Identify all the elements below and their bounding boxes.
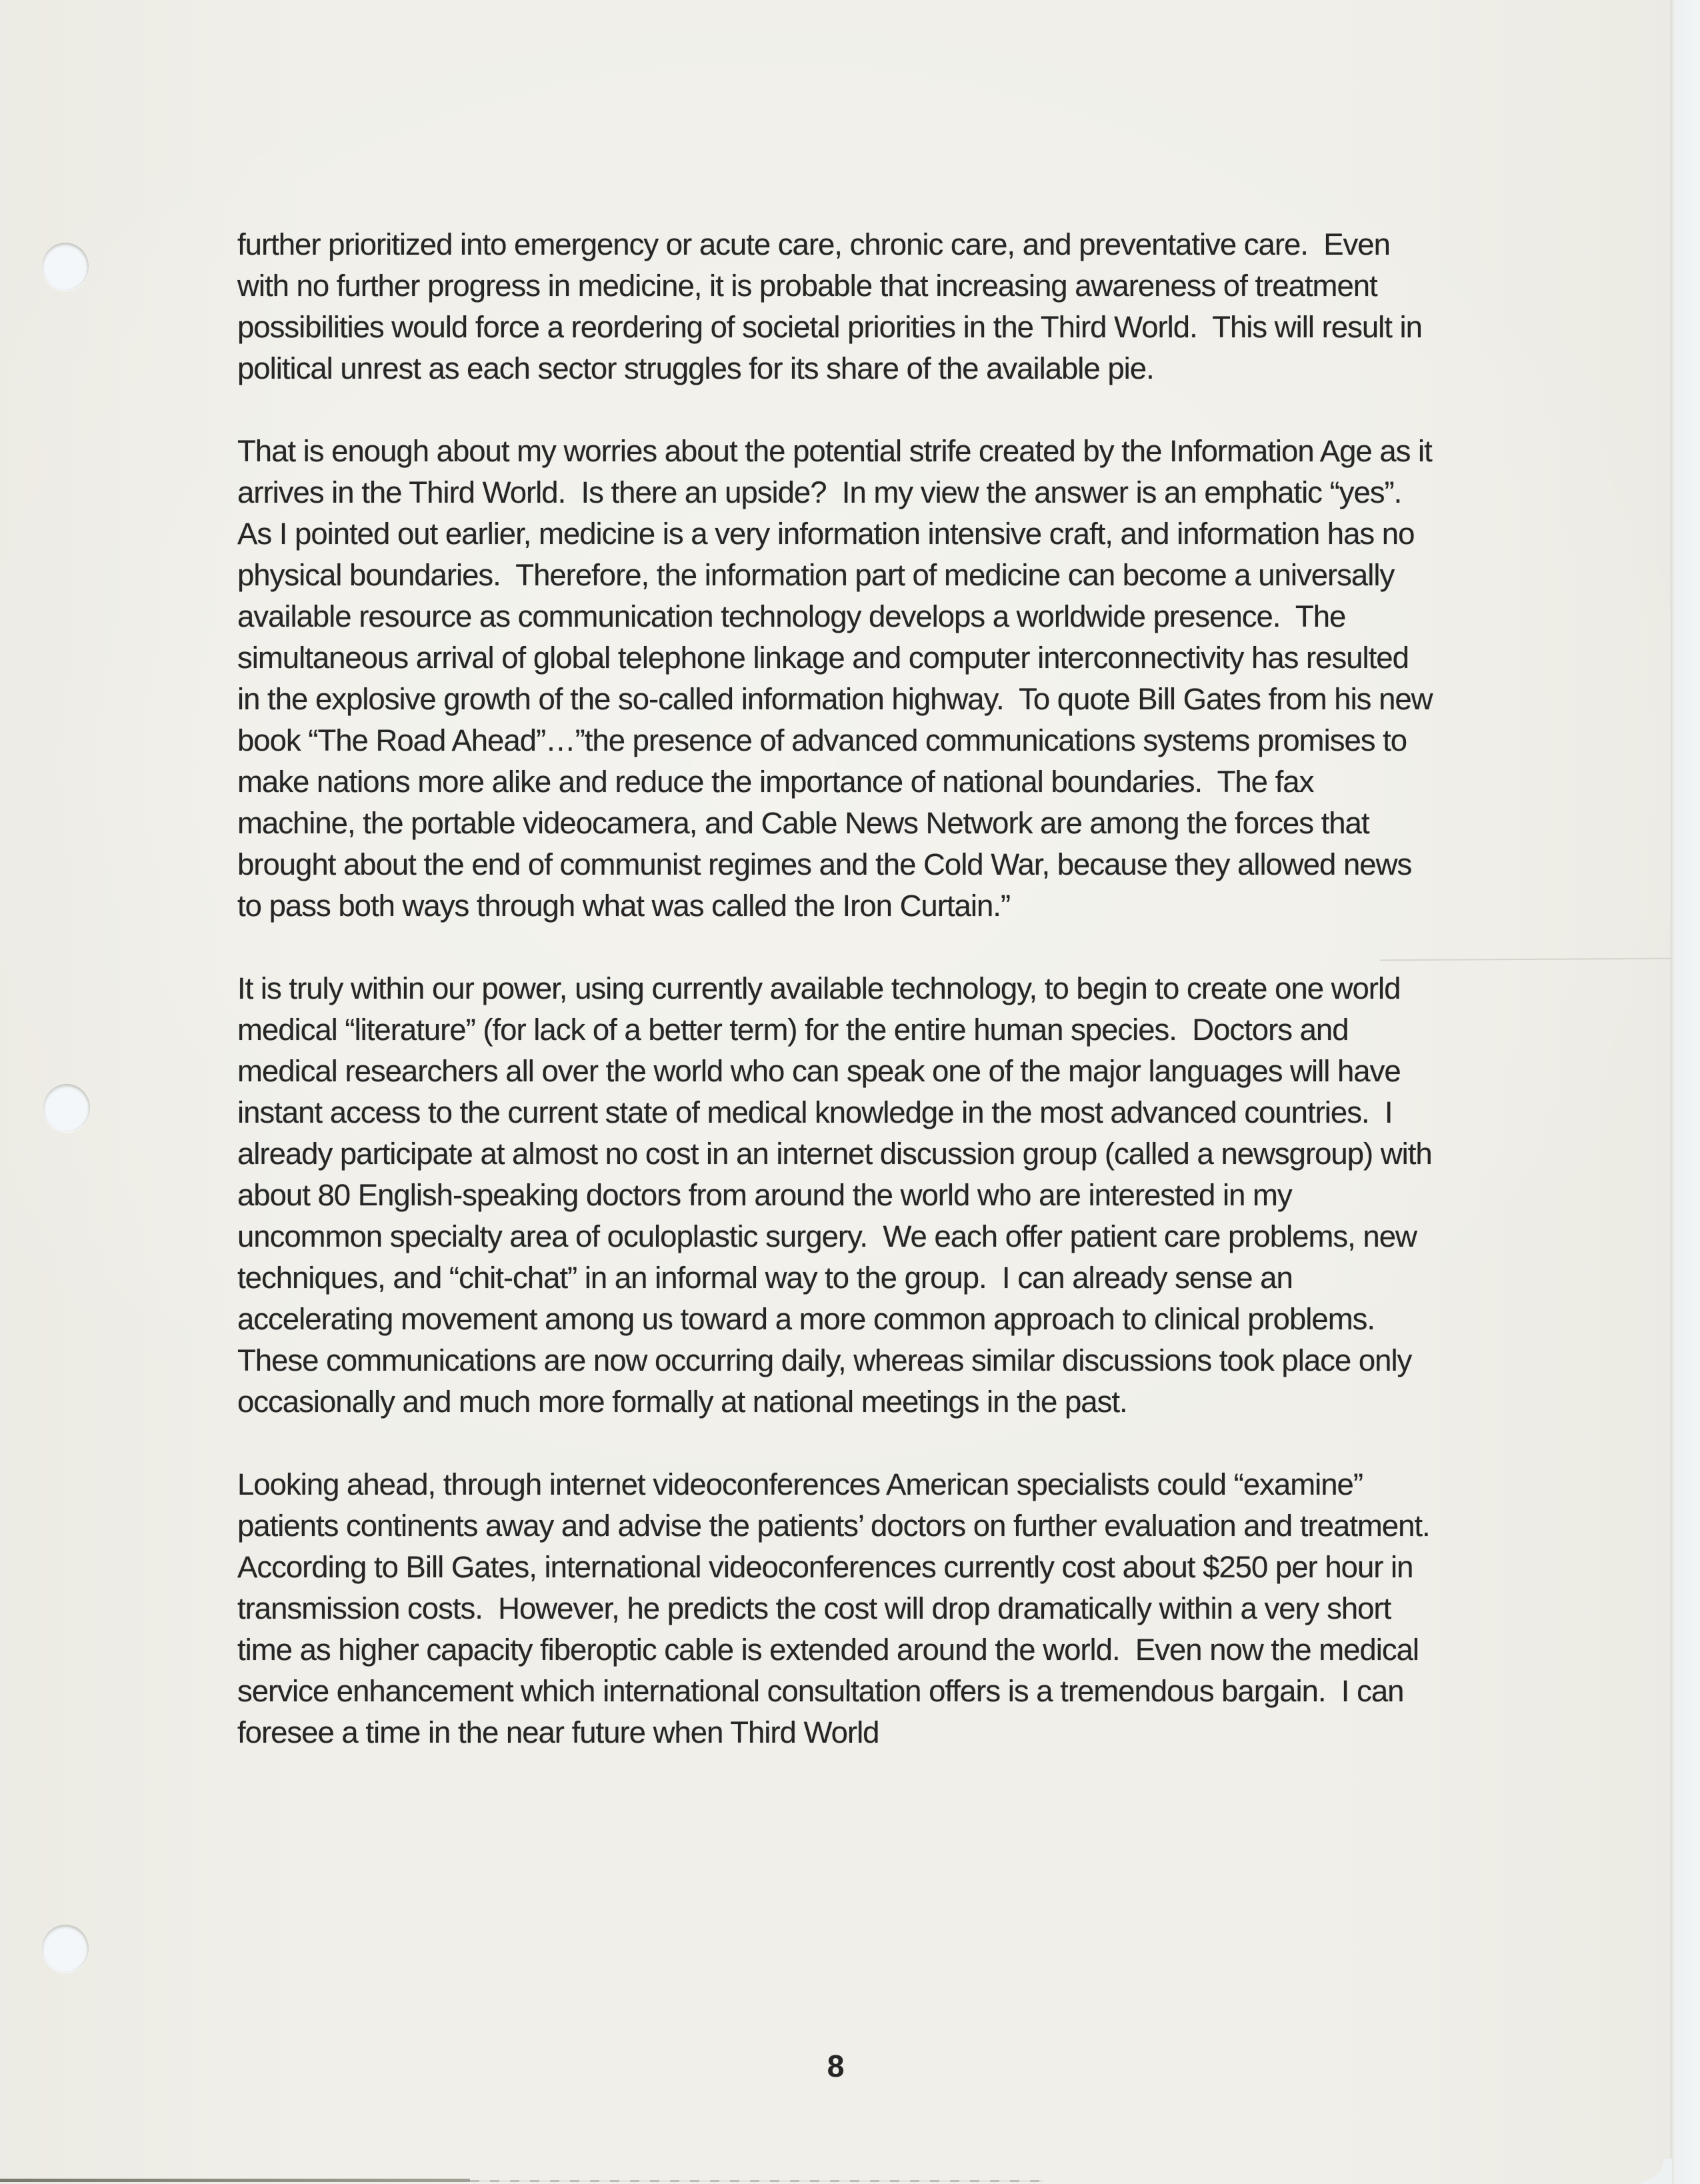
paragraph-1: further prioritized into emergency or acute care, chronic care, and preventative care. Even with no further progress in medicine, it is probable that increasing awareness of treatment possibilities would force a reordering of societal priorities in the Third World. This will result in political unrest as each sector struggles for its share of the available pie. xyxy=(237,227,1430,385)
page-number: 8 xyxy=(827,2049,845,2083)
paragraph-3: It is truly within our power, using currently available technology, to begin to create one world medical “literature” (for lack of a better term) for the entire human species. Doctors and medical researchers all over the world who can speak one of the major languages will have instant access to the current state of medical knowledge in the most advanced countries. I already participate at almost no cost in an internet discussion group (called a newsgroup) with about 80 English-speaking doctors from around the world who are interested in my uncommon specialty area of oculoplastic surgery. We each offer patient care problems, new techniques, and “chit-chat” in an informal way to the group. I can already sense an accelerating movement among us toward a more common approach to clinical problems. These communications are now occurring daily, whereas similar discussions took place only occasionally and much more formally at national meetings in the past. xyxy=(237,971,1440,1419)
scan-edge-artifact xyxy=(0,2179,470,2182)
hole-punch-bottom xyxy=(42,1925,89,1973)
paragraph-2: That is enough about my worries about the potential strife created by the Information Age as it arrives in the Third World. Is there an upside? In my view the answer is an emphatic “yes”. As I pointed out earlier, medicine is a very information intensive craft, and information has no physical boundaries. Therefore, the information part of medicine can become a universally available resource as communication technology develops a worldwide presence. The simultaneous arrival of global telephone linkage and computer interconnectivity has resulted in the explosive growth of the so-called information highway. To quote Bill Gates from his new book “The Road Ahead”…”the presence of advanced communications systems promises to make nations more alike and reduce the importance of national boundaries. The fax machine, the portable videocamera, and Cable News Network are among the forces that brought about the end of communist regimes and the Cold War, because they allowed news to pass both ways through what was called the Iron Curtain.” xyxy=(237,434,1441,923)
scanner-background-strip xyxy=(1671,0,1700,2184)
paper-corner-bottom-right xyxy=(1641,2159,1672,2184)
hole-punch-top xyxy=(42,243,89,291)
hole-punch-middle xyxy=(43,1084,90,1132)
paragraph-4: Looking ahead, through internet videoconferences American specialists could “examine” patients continents away and advise the patients’ doctors on further evaluation and treatment. According to Bill Gates, international videoconferences currently cost about $250 per hour in transmission costs. However, he predicts the cost will drop dramatically within a very short time as higher capacity fiberoptic cable is extended around the world. Even now the medical service enhancement which international consultation offers is a tremendous bargain. I can foresee a time in the near future when Third World xyxy=(237,1467,1444,1749)
scan-edge-artifact-faint xyxy=(470,2180,1043,2182)
document-body-text xyxy=(237,224,1444,1795)
